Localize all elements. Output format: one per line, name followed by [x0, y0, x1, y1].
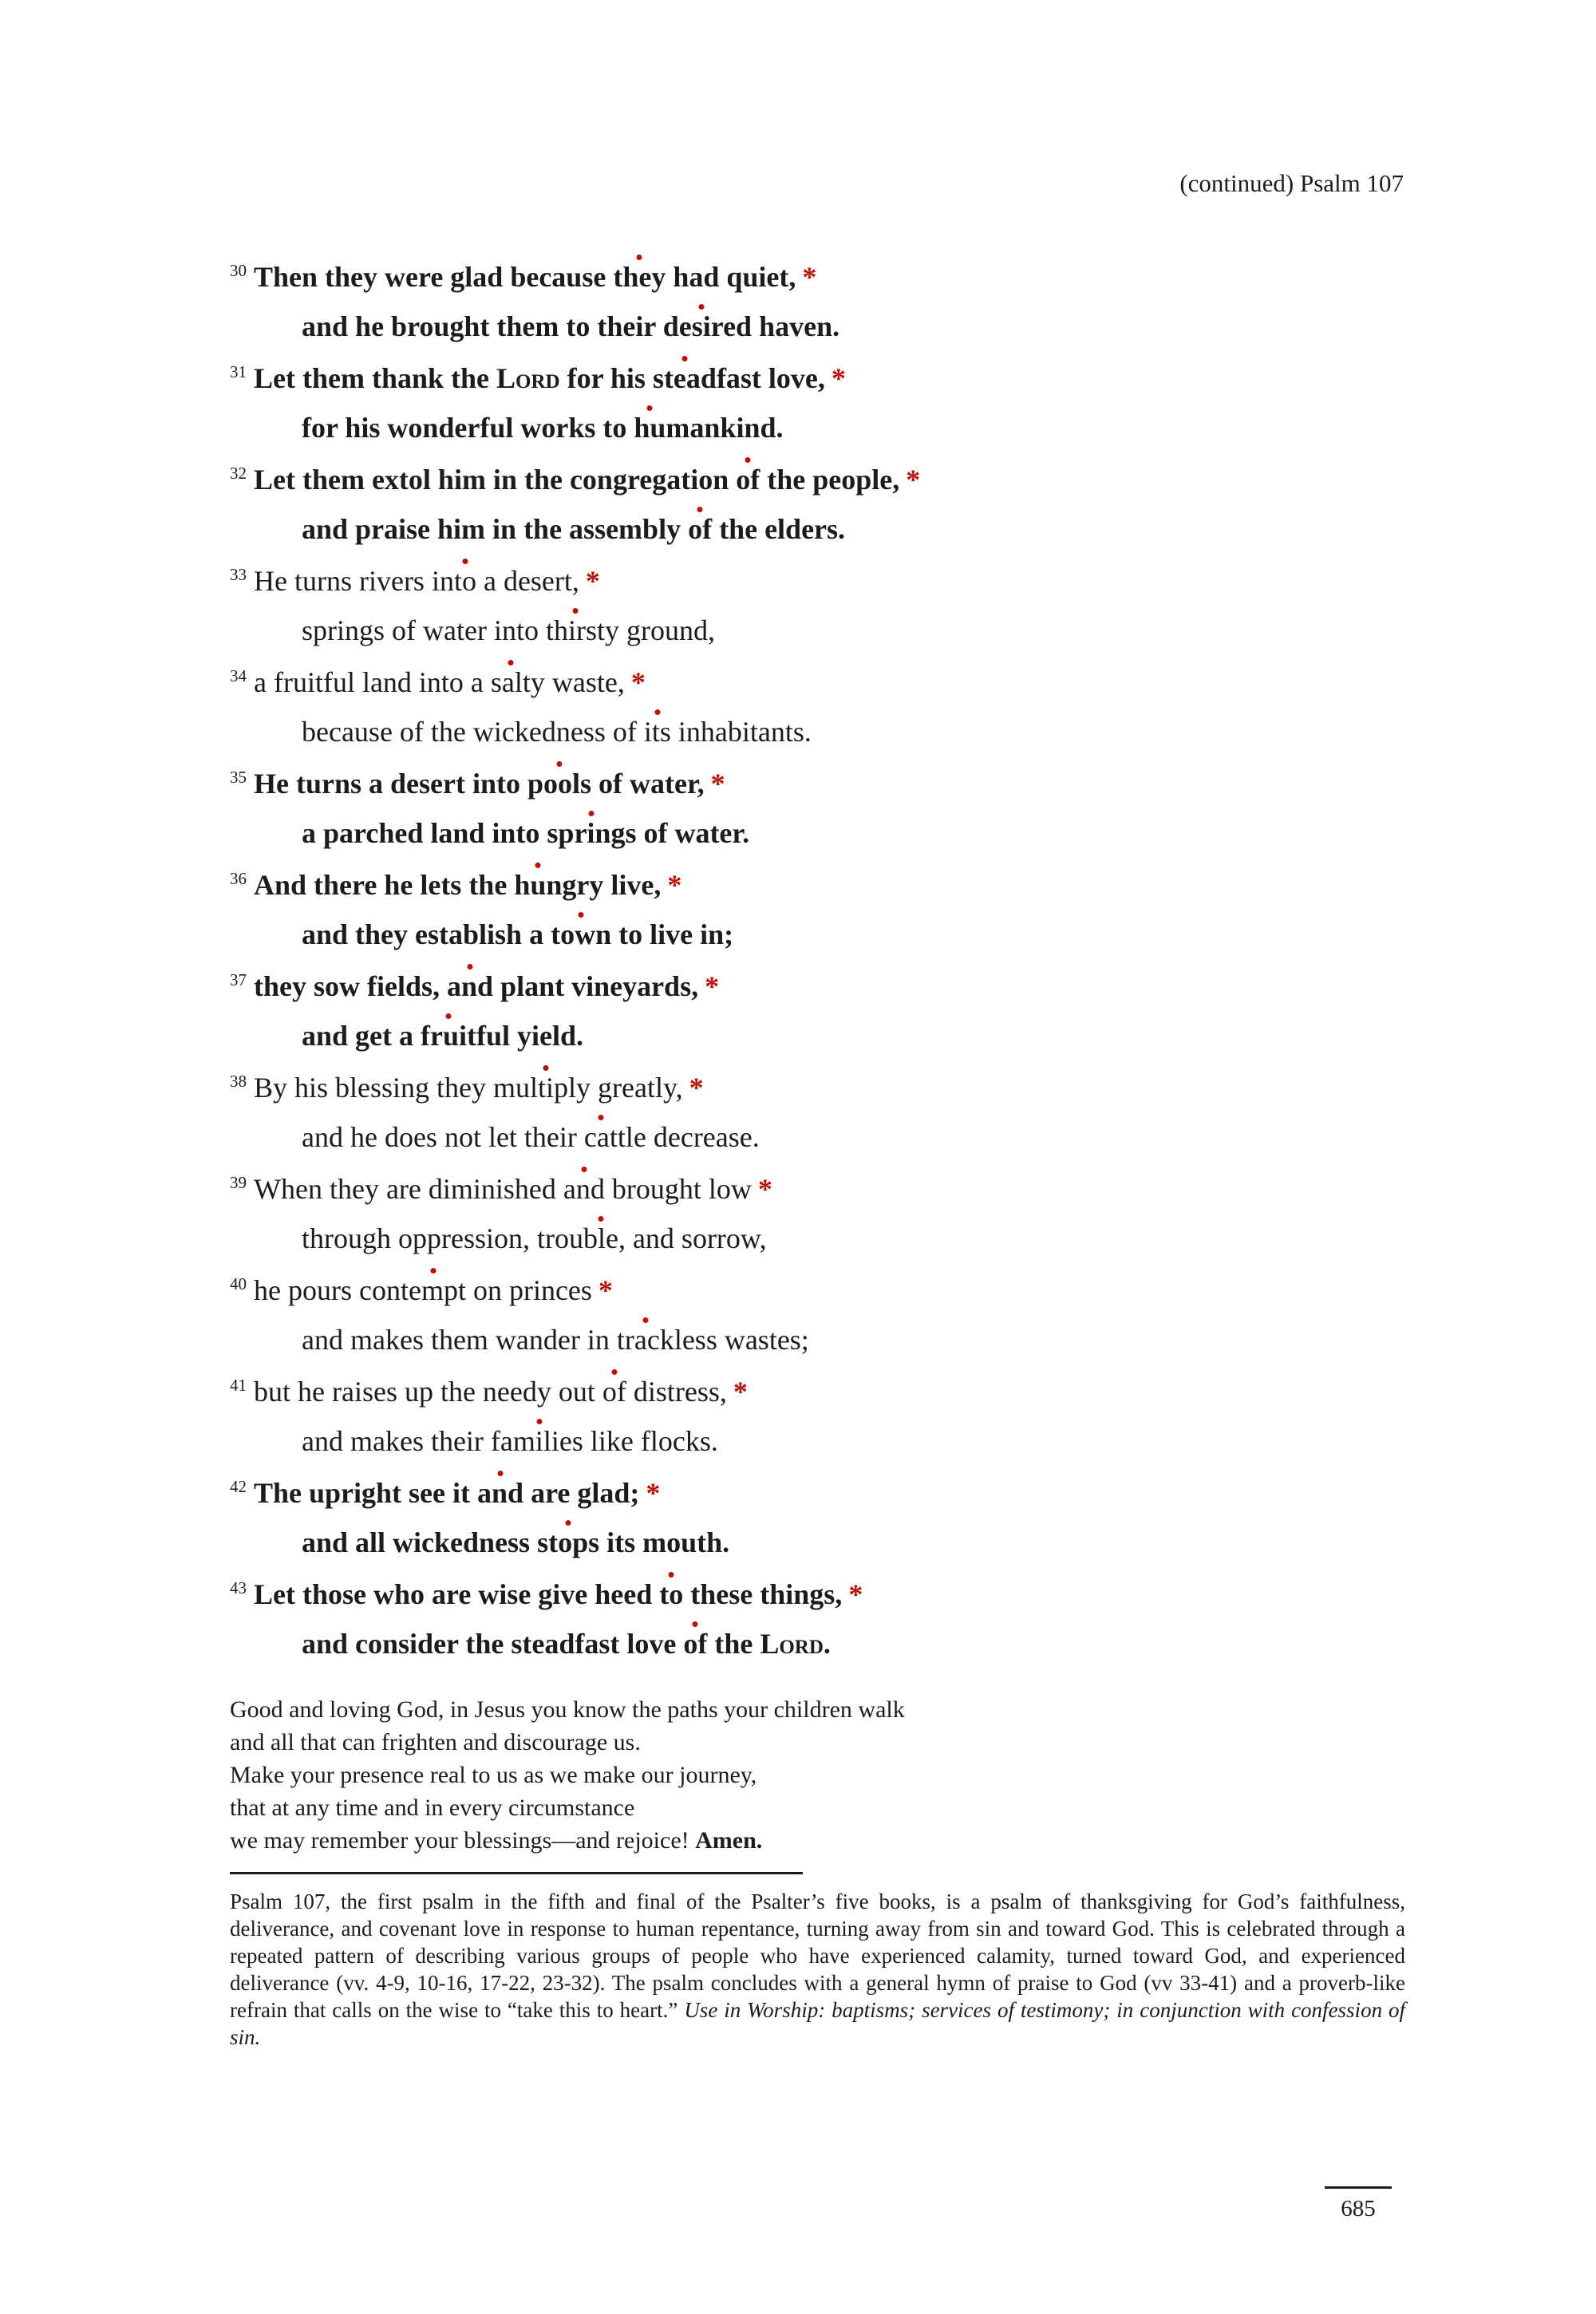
verse-first-line: $^{36}$ And there he lets the hungry live, * [230, 869, 682, 901]
psalm-verses [230, 252, 1427, 1671]
verse-second-line: and he does not let their cattle decrease. [302, 1121, 760, 1153]
pointing-dot: pools [527, 768, 592, 800]
bold-text: Amen. [695, 1827, 763, 1854]
verse-first-line: $^{35}$ He turns a desert into pools of water, * [230, 768, 725, 800]
psalm-verse [230, 657, 1427, 756]
verse-second-line: and all wickedness stops its mouth. [302, 1526, 730, 1558]
verse-first-line: $^{30}$ Then they were glad because they had quiet, * [230, 261, 817, 293]
verse-first-line: $^{32}$ Let them extol him in the congregation of the people, * [230, 464, 921, 496]
pointing-dot: springs [547, 817, 637, 849]
pointing-dot: and [563, 1173, 605, 1205]
prayer-line: Good and loving God, in Jesus you know the paths your children walk [230, 1696, 905, 1723]
verse-first-line: $^{31}$ Let them thank the Lord for his steadfast love, * [230, 362, 846, 394]
pointing-dot: to [659, 1578, 684, 1610]
psalm-verse [230, 860, 1427, 959]
verse-number: 34 [230, 666, 247, 685]
psalm-verse [230, 1570, 1427, 1668]
verse-number: 43 [230, 1578, 247, 1597]
prayer [230, 1693, 1427, 1857]
pointing-asterisk: * [598, 1274, 613, 1306]
verse-second-line: through oppression, trouble, and sorrow, [302, 1222, 767, 1254]
pointing-dot: town [551, 918, 612, 950]
pointing-dot: of [736, 464, 760, 496]
verse-number: 37 [230, 970, 247, 989]
pointing-dot: to [453, 565, 476, 597]
pointing-dot: of [688, 513, 713, 545]
verse-second-line: and consider the steadfast love of the Lord. [302, 1628, 831, 1660]
pointing-dot: i [535, 1425, 543, 1457]
pointing-asterisk: * [906, 464, 921, 496]
footnote-use-in-worship: Use in Worship: baptisms; services of testimony; in conjunction with confession of sin. [230, 1998, 1405, 2049]
psalm-verse [230, 252, 1427, 351]
pointing-asterisk: * [848, 1578, 863, 1610]
pointing-asterisk: * [689, 1072, 704, 1104]
verse-second-line: and he brought them to their desired haven. [302, 310, 840, 342]
verse-second-line: springs of water into thirsty ground, [302, 614, 715, 646]
verse-number: 35 [230, 768, 247, 787]
pointing-dot: si [691, 310, 711, 342]
verse-number: 39 [230, 1173, 247, 1192]
pointing-dot: stops [537, 1526, 600, 1558]
pointing-dot: its [643, 716, 671, 748]
psalm-verse [230, 1063, 1427, 1162]
verse-second-line: and makes their families like flocks. [302, 1425, 718, 1457]
pointing-asterisk: * [733, 1376, 748, 1408]
pointing-asterisk: * [630, 666, 646, 698]
pointing-dot: and [447, 970, 494, 1002]
pointing-dot: of [602, 1376, 626, 1408]
verse-number: 41 [230, 1376, 247, 1395]
pointing-dot: salt [490, 666, 531, 698]
pointing-dot: cat [583, 1121, 618, 1153]
psalm-verse [230, 1266, 1427, 1364]
divine-name-smallcaps: Lord [760, 1628, 824, 1660]
verse-number: 42 [230, 1477, 247, 1496]
psalm-verse [230, 455, 1427, 554]
verse-first-line: $^{43}$ Let those who are wise give heed to these things, * [230, 1578, 863, 1610]
pointing-asterisk: * [667, 869, 682, 901]
verse-second-line: a parched land into springs of water. [302, 817, 750, 849]
prayer-line: we may remember your blessings—and rejoice! Amen. [230, 1827, 763, 1854]
verse-second-line: and they establish a town to live in; [302, 918, 734, 950]
pointing-dot: they [613, 261, 666, 293]
pointing-asterisk: * [757, 1173, 772, 1205]
psalm-verse [230, 759, 1427, 858]
pointing-dot: thirst [545, 614, 605, 646]
pointing-asterisk: * [831, 362, 846, 394]
pointing-dot: and [477, 1477, 524, 1509]
verse-first-line: $^{38}$ By his blessing they multiply greatly, * [230, 1072, 704, 1104]
psalm-verse [230, 1164, 1427, 1263]
running-header: (continued) Psalm 107 [1179, 169, 1404, 197]
verse-first-line: $^{40}$ he pours contempt on princes * [230, 1274, 613, 1306]
verse-first-line: $^{41}$ but he raises up the needy out of distress, * [230, 1376, 748, 1408]
verse-number: 36 [230, 869, 247, 888]
psalm-verse [230, 1468, 1427, 1567]
divine-name-smallcaps: Lord [496, 362, 560, 394]
verse-second-line: and praise him in the assembly of the elders. [302, 513, 846, 545]
psalm-verse [230, 962, 1427, 1060]
pointing-dot: ble [583, 1222, 618, 1254]
prayer-line: Make your presence real to us as we make our journey, [230, 1762, 757, 1788]
pointing-dot: track [616, 1324, 674, 1356]
psalm-verse [230, 1367, 1427, 1466]
pointing-asterisk: * [705, 970, 720, 1002]
prayer-line: that at any time and in every circumstance [230, 1795, 635, 1821]
verse-first-line: $^{33}$ He turns rivers into a desert, * [230, 565, 600, 597]
pointing-dot: of [683, 1628, 708, 1660]
footnote-text: Psalm 107, the first psalm in the fifth and final of the Psalter’s five books, is a psalm of thanksgiving for God’s faithfulness, deliverance, and covenant love in response to human repentance, turning away from sin and toward God. This is celebrated through a repeated pattern of describing various groups of people who have experienced calamity, turned toward God, and experienced deliverance (vv. 4-9, 10-16, 17-22, 23-32). The psalm concludes with a general hymn of praise to God (vv 33-41) and a proverb-like refrain that calls on the wise to “take this to heart.” [230, 1890, 1405, 2022]
verse-number: 33 [230, 565, 247, 584]
verse-first-line: $^{42}$ The upright see it and are glad; * [230, 1477, 661, 1509]
verse-number: 30 [230, 261, 247, 280]
pointing-asterisk: * [710, 768, 725, 800]
pointing-dot: tempt [400, 1274, 466, 1306]
pointing-dot: stead [652, 362, 717, 394]
pointing-asterisk: * [802, 261, 817, 293]
verse-second-line: for his wonderful works to humankind. [302, 412, 784, 444]
verse-first-line: $^{39}$ When they are diminished and brought low * [230, 1173, 772, 1205]
verse-first-line: $^{34}$ a fruitful land into a salty waste, * [230, 666, 646, 698]
page-number: 685 [1325, 2186, 1392, 2222]
verse-second-line: because of the wickedness of its inhabitants. [302, 716, 812, 748]
verse-number: 31 [230, 362, 247, 381]
verse-second-line: and makes them wander in trackless wastes; [302, 1324, 809, 1356]
pointing-dot: ti [538, 1072, 555, 1104]
verse-number: 38 [230, 1072, 247, 1091]
pointing-dot: hu [634, 412, 666, 444]
verse-first-line: $^{37}$ they sow fields, and plant vineyards, * [230, 970, 720, 1002]
footnote [230, 1888, 1405, 2051]
pointing-asterisk: * [646, 1477, 661, 1509]
psalm-verse [230, 353, 1427, 452]
verse-number: 32 [230, 464, 247, 483]
prayer-line: and all that can frighten and discourage us. [230, 1729, 641, 1755]
psalm-verse [230, 556, 1427, 655]
verse-second-line: and get a fruitful yield. [302, 1020, 584, 1052]
pointing-dot: hun [514, 869, 563, 901]
pointing-asterisk: * [585, 565, 600, 597]
footnote-rule [230, 1872, 803, 1874]
verse-number: 40 [230, 1274, 247, 1293]
pointing-dot: fruit [421, 1020, 476, 1052]
